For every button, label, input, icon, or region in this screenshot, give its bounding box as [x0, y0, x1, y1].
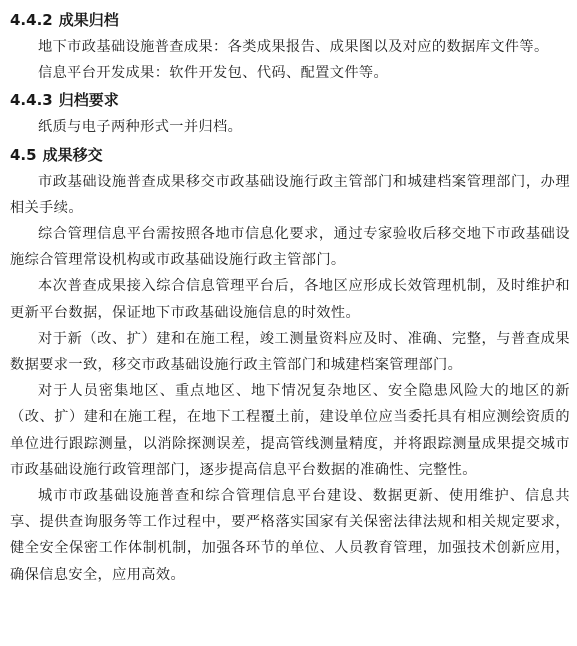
section-number: 4.5: [10, 145, 37, 164]
section-title: 成果归档: [58, 11, 119, 29]
section-heading-4-4-2: [10, 6, 570, 34]
paragraph: 对于新（改、扩）建和在施工程，竣工测量资料应及时、准确、完整，与普查成果数据要求一致，移交市政基础设施行政主管部门和城建档案管理部门。: [10, 330, 570, 374]
section-heading-4-5: [10, 141, 570, 169]
paragraph: 对于人员密集地区、重点地区、地下情况复杂地区、安全隐患风险大的地区的新（改、扩）建和在施工程，在地下工程覆土前，建设单位应当委托具有相应测绘资质的单位进行跟踪测量，以消除探测误差，提高管线测量精度，并将跟踪测量成果提交城市市政基础设施行政管理部门，逐步提高信息平台数据的准确性、完整性。: [10, 383, 570, 478]
paragraph: 纸质与电子两种形式一并归档。: [38, 119, 243, 136]
paragraph: 综合管理信息平台需按照各地市信息化要求，通过专家验收后移交地下市政基础设施综合管理常设机构或市政基础设施行政主管部门。: [10, 226, 570, 269]
section-number: 4.4.3: [10, 91, 53, 110]
section-title: 成果移交: [42, 145, 103, 164]
paragraph: 地下市政基础设施普查成果：各类成果报告、成果图以及对应的数据库文件等。: [38, 39, 549, 55]
paragraph: 信息平台开发成果：软件开发包、代码、配置文件等。: [38, 65, 389, 82]
section-number: 4.4.2: [10, 11, 53, 29]
paragraph: 市政基础设施普查成果移交市政基础设施行政主管部门和城建档案管理部门，办理相关手续。: [10, 173, 570, 216]
section-title: 归档要求: [58, 91, 119, 110]
paragraph: 本次普查成果接入综合信息管理平台后，各地区应形成长效管理机制，及时维护和更新平台数据，保证地下市政基础设施信息的时效性。: [10, 278, 570, 321]
section-heading-4-4-3: [10, 86, 570, 114]
document-body: [10, 6, 570, 588]
paragraph: 城市市政基础设施普查和综合管理信息平台建设、数据更新、使用维护、信息共享、提供查询服务等工作过程中，要严格落实国家有关保密法律法规和相关规定要求，健全安全保密工作体制机制，加强各环节的单位、人员教育管理，加强技术创新应用，确保信息安全，应用高效。: [10, 488, 570, 583]
